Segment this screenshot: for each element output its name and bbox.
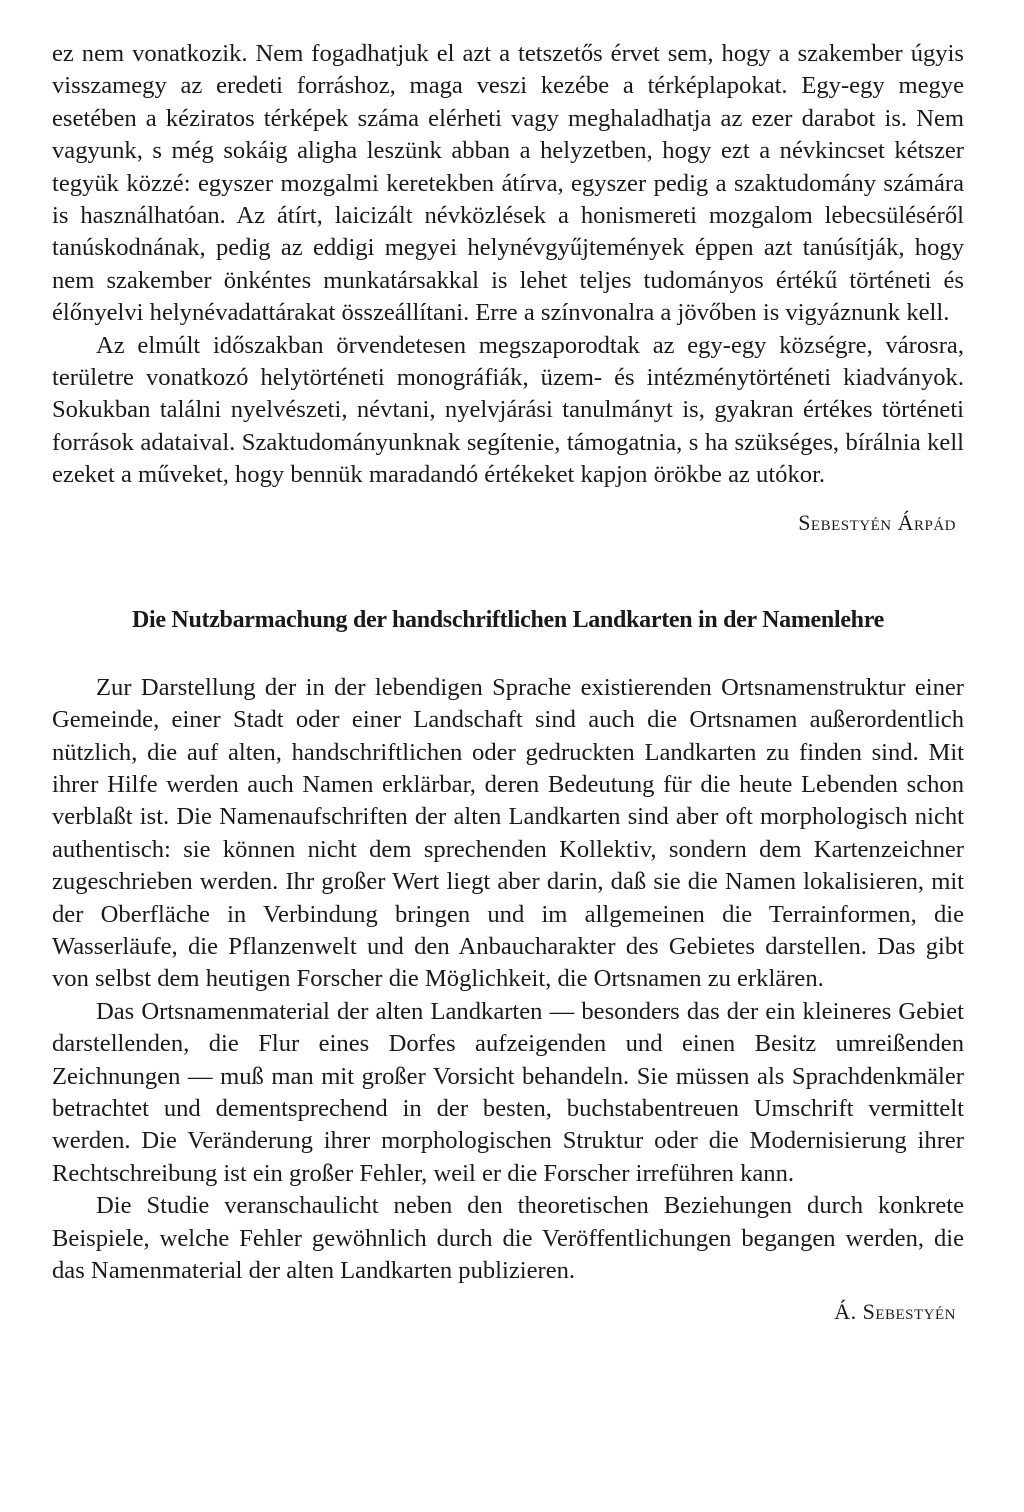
de-signature: Á. Sebestyén xyxy=(834,1299,956,1325)
page xyxy=(52,38,964,1327)
hu-paragraph-1: ez nem vonatkozik. Nem fogadhatjuk el azt a tetszetős érvet sem, hogy a szakember úgyis visszamegy az eredeti forráshoz, maga veszi kezébe a térképlapokat. Egy-egy megye esetében a kéziratos térképek száma elérheti vagy meghaladhatja az ezer darabot is. Nem vagyunk, s még sokáig aligha leszünk abban a helyzetben, hogy ezt a névkincset kétszer tegyük közzé: egyszer mozgalmi keretekben átírva, egyszer pedig a szaktudomány számára is használhatóan. Az átírt, laicizált névközlések a honismereti mozgalom lebecsüléséről tanúskodnának, pedig az eddigi megyei helynévgyűjtemények éppen azt tanúsítják, hogy nem szakember önkéntes munkatársakkal is lehet teljes tudományos értékű történeti és élőnyelvi helynévadattárakat összeállítani. Erre a színvonalra a jövőben is vigyáznunk kell. xyxy=(52,40,964,327)
german-summary xyxy=(52,604,964,1328)
hungarian-section xyxy=(52,38,964,538)
hu-signature: Sebestyén Árpád xyxy=(798,509,956,535)
de-paragraph-1: Zur Darstellung der in der lebendigen Sprache existierenden Ortsnamenstruktur einer Gemeinde, einer Stadt oder einer Landschaft sind auch die Ortsnamen außerordentlich nützlich, die auf alten, handschriftlichen oder gedruckten Landkarten zu finden sind. Mit ihrer Hilfe werden auch Namen erklärbar, deren Bedeutung für die heute Lebenden schon verblaßt ist. Die Namenaufschriften der alten Landkarten sind aber oft morphologisch nicht authentisch: sie können nicht dem sprechenden Kollektiv, sondern dem Kartenzeichner zugeschrieben werden. Ihr großer Wert liegt aber darin, daß sie die Namen lokalisieren, mit der Oberfläche in Verbindung bringen und im allgemeinen die Terrainformen, die Wasserläufe, die Pflanzenwelt und den Anbaucharakter des Gebietes darstellen. Das gibt von selbst dem heutigen Forscher die Möglichkeit, die Ortsnamen zu erklären. xyxy=(52,673,964,993)
german-title: Die Nutzbarmachung der handschriftlichen Landkarten in der Namenlehre xyxy=(131,606,884,633)
de-paragraph-3: Die Studie veranschaulicht neben den theoretischen Beziehungen durch konkrete Beispiele, welche Fehler gewöhnlich durch die Veröffentlichungen begangen werden, die das Namenmaterial der alten Landkarten publizieren. xyxy=(52,1192,964,1284)
hu-paragraph-2: Az elmúlt időszakban örvendetesen megszaporodtak az egy-egy községre, városra, területre vonatkozó helytörténeti monográfiák, üzem- és intézménytörténeti kiadványok. Sokukban találni nyelvészeti, névtani, nyelvjárási tanulmányt is, gyakran értékes történeti források adataival. Szaktudományunknak segítenie, támogatnia, s ha szükséges, bírálnia kell ezeket a műveket, hogy bennük maradandó értékeket kapjon örökbe az utókor. xyxy=(52,331,964,489)
de-paragraph-2: Das Ortsnamenmaterial der alten Landkarten — besonders das der ein kleineres Gebiet darstellenden, die Flur eines Dorfes aufzeigenden und einen Besitz umreißenden Zeichnungen — muß man mit großer Vorsicht behandeln. Sie müssen als Sprachdenkmäler betrachtet und dementsprechend in der besten, buchstabentreuen Umschrift vermittelt werden. Die Veränderung ihrer morphologischen Struktur oder die Modernisierung ihrer Rechtschreibung ist ein großer Fehler, weil er die Forscher irreführen kann. xyxy=(52,997,964,1187)
